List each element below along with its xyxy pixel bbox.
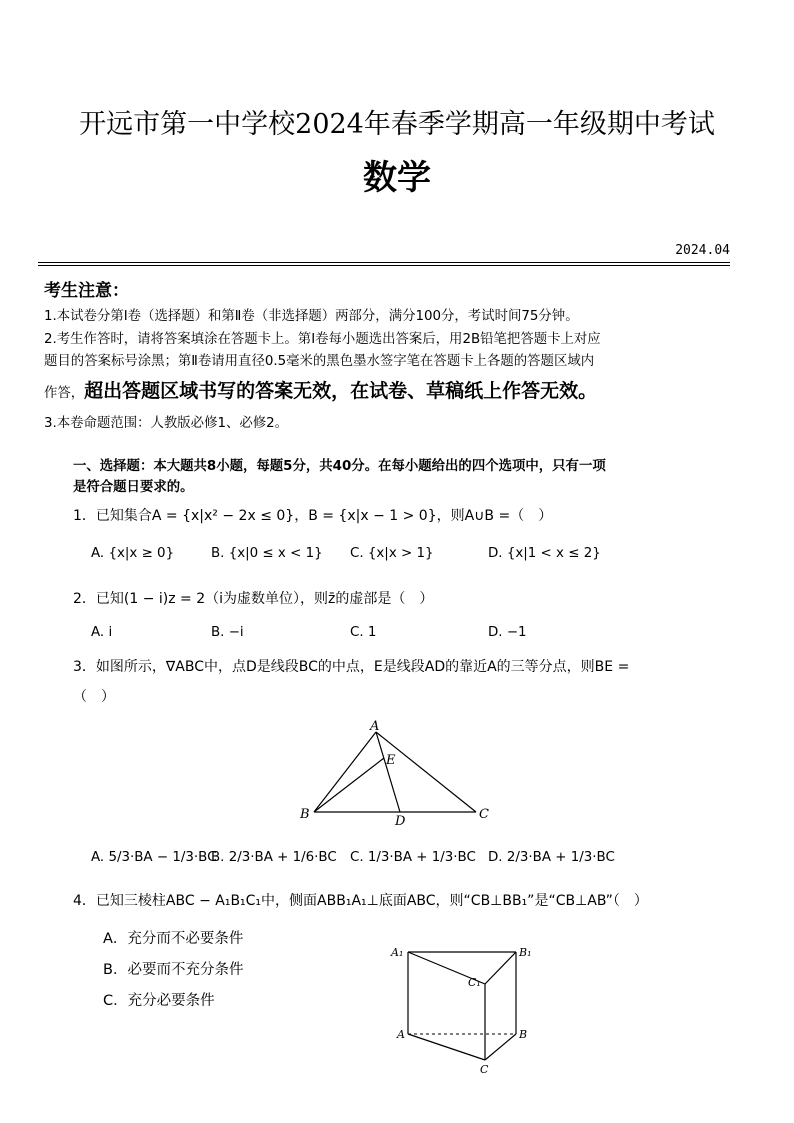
- notice-item-3: 3.本卷命题范围：人教版必修1、必修2。: [44, 416, 289, 431]
- label-a: A: [397, 1028, 405, 1041]
- question-1-option-b[interactable]: B. {x|0 ≤ x < 1}: [211, 546, 323, 561]
- section-1-heading-line-1: 一、选择题：本大题共8小题，每题5分，共40分。在每小题给出的四个选项中，只有一项: [73, 459, 606, 474]
- edge-cb: [485, 1034, 516, 1060]
- label-b: B: [519, 1028, 528, 1041]
- question-1-stem: 1．已知集合A = {x|x² − 2x ≤ 0}，B = {x|x − 1 > 0}，则A∪B =（ ）: [73, 508, 553, 524]
- exam-title: 开远市第一中学校2024年春季学期高一年级期中考试: [79, 109, 715, 140]
- question-1-option-a[interactable]: A. {x|x ≥ 0}: [91, 546, 175, 561]
- question-3-stem-line-1: 3．如图所示，∇ABC中，点D是线段BC的中点，E是线段AD的靠近A的三等分点，则BE =: [73, 659, 630, 675]
- notice-item-2-line-3: [44, 376, 597, 403]
- label-c1: C₁: [468, 976, 481, 989]
- notice-item-2-line-1: 2.考生作答时，请将答案填涂在答题卡上。第Ⅰ卷每小题选出答案后，用2B铅笔把答题卡上对应: [44, 332, 601, 347]
- question-2-stem: 2．已知(1 − i)z = 2（i为虚数单位），则z̄的虚部是（ ）: [73, 591, 434, 607]
- question-1-option-c[interactable]: C. {x|x > 1}: [350, 546, 434, 561]
- label-d: D: [395, 814, 406, 829]
- label-e: E: [386, 753, 396, 768]
- label-b1: B₁: [519, 946, 532, 959]
- question-2-option-c[interactable]: C. 1: [350, 625, 377, 640]
- notice-item-2-prefix: 作答，: [44, 386, 85, 401]
- segment-ad: [376, 732, 400, 812]
- label-b: B: [300, 807, 310, 822]
- question-4-option-a[interactable]: A．充分而不必要条件: [103, 931, 244, 947]
- notice-emphasis: 超出答题区域书写的答案无效，在试卷、草稿纸上作答无效。: [84, 380, 598, 402]
- question-2-option-b[interactable]: B. −i: [211, 625, 244, 640]
- question-2-option-d[interactable]: D. −1: [488, 625, 527, 640]
- segment-ac: [376, 732, 476, 812]
- label-a1: A₁: [391, 946, 404, 959]
- header-rule-top: [38, 262, 730, 263]
- question-3-option-b[interactable]: B. 2/3·BA + 1/6·BC: [211, 850, 337, 865]
- section-1-heading-line-2: 是符合题日要求的。: [73, 480, 194, 495]
- notice-item-2-line-2: 题目的答案标号涂黑；第Ⅱ卷请用直径0.5毫米的黑色墨水签字笔在答题卡上各题的答题区域内: [44, 354, 595, 369]
- label-c: C: [480, 1063, 489, 1076]
- question-4-stem: 4．已知三棱柱ABC − A₁B₁C₁中，侧面ABB₁A₁⊥底面ABC，则“CB⊥BB₁”是“CB⊥AB”（ ）: [73, 893, 648, 909]
- question-3-option-c[interactable]: C. 1/3·BA + 1/3·BC: [350, 850, 476, 865]
- prism-figure: [388, 940, 540, 1076]
- label-a: A: [370, 719, 380, 734]
- question-3-option-a[interactable]: A. 5/3·BA − 1/3·BC: [91, 850, 217, 865]
- question-4-option-c[interactable]: C．充分必要条件: [103, 993, 215, 1009]
- question-1-option-d[interactable]: D. {x|1 < x ≤ 2}: [488, 546, 601, 561]
- question-2-option-a[interactable]: A. i: [91, 625, 113, 640]
- question-3-stem-line-2: （ ）: [73, 689, 115, 705]
- exam-date: 2024.04: [675, 243, 730, 258]
- label-c: C: [479, 807, 489, 822]
- edge-ac: [408, 1034, 485, 1060]
- subject-title: 数学: [363, 158, 431, 198]
- header-rule-bottom: [38, 265, 730, 266]
- notice-item-1: 1.本试卷分第Ⅰ卷（选择题）和第Ⅱ卷（非选择题）两部分，满分100分，考试时间75分钟。: [44, 309, 579, 324]
- notice-heading: 考生注意：: [44, 281, 129, 301]
- triangle-figure: [280, 718, 520, 830]
- edge-c1b1: [485, 952, 516, 984]
- question-3-option-d[interactable]: D. 2/3·BA + 1/3·BC: [488, 850, 615, 865]
- question-4-option-b[interactable]: B．必要而不充分条件: [103, 962, 244, 978]
